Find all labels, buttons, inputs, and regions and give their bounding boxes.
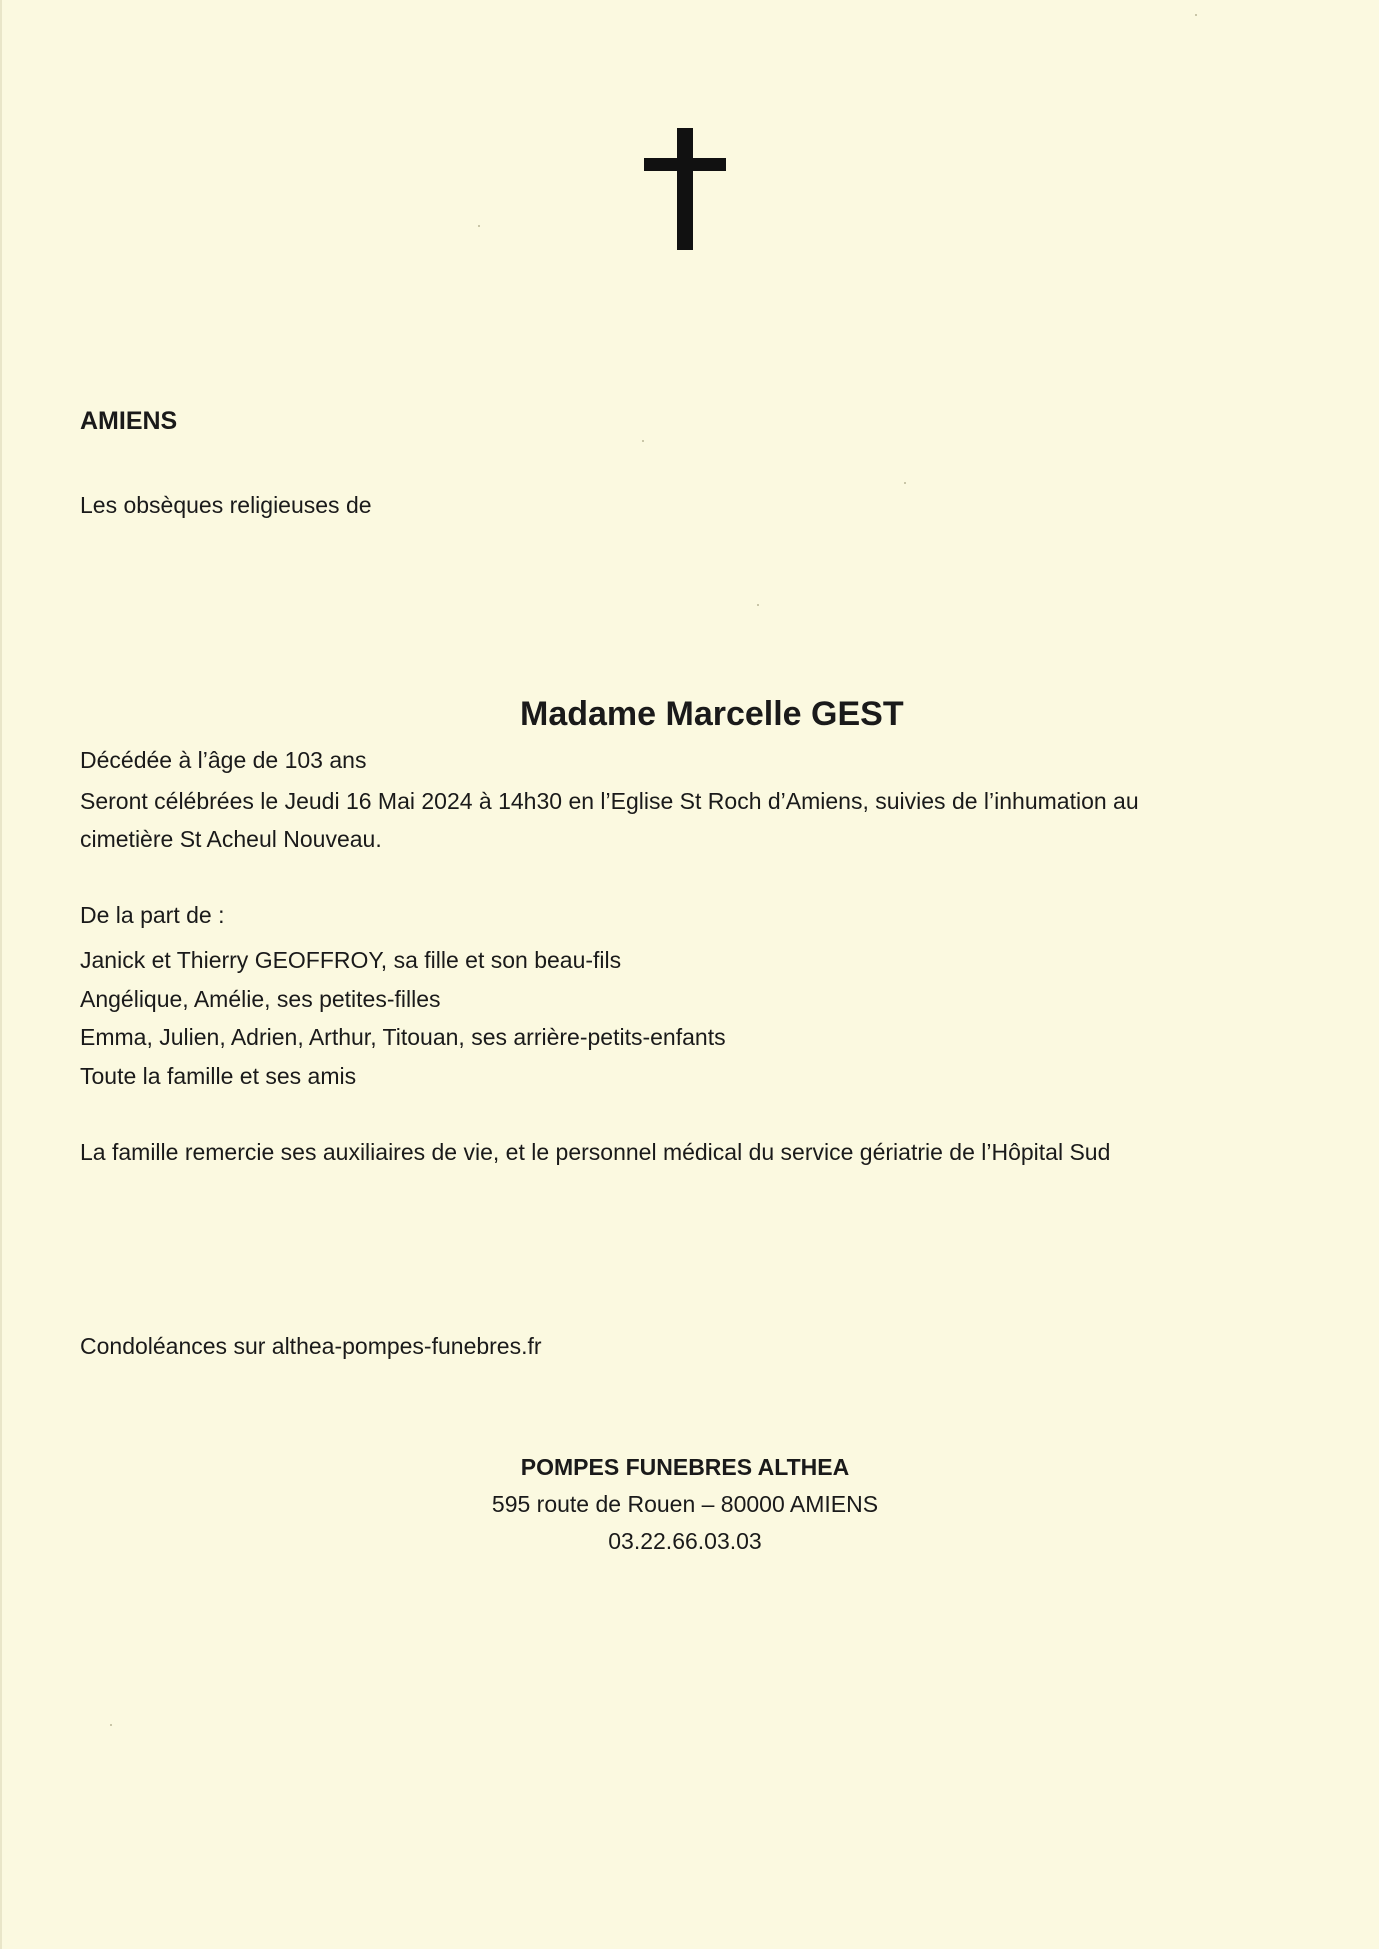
paper-speck — [904, 482, 906, 484]
latin-cross-icon — [644, 128, 726, 250]
service-details-line-2: cimetière St Acheul Nouveau. — [80, 826, 382, 852]
funeral-home-address: 595 route de Rouen – 80000 AMIENS — [491, 1491, 879, 1517]
service-details-line-1: Seront célébrées le Jeudi 16 Mai 2024 à 14h30 en l’Eglise St Roch d’Amiens, suivies de l’inhumation au — [80, 788, 1139, 814]
family-member-line: Angélique, Amélie, ses petites-filles — [80, 985, 441, 1012]
paper-speck — [757, 604, 759, 606]
thanks-text: La famille remercie ses auxiliaires de vie, et le personnel médical du service gériatrie de l’Hôpital Sud — [80, 1139, 1111, 1165]
family-member-line: Toute la famille et ses amis — [80, 1062, 357, 1089]
family-list — [80, 941, 726, 1095]
from-label: De la part de : — [80, 902, 225, 928]
funeral-home-block — [420, 1449, 950, 1560]
age-line: Décédée à l’âge de 103 ans — [80, 747, 367, 773]
family-member-line: Emma, Julien, Adrien, Arthur, Titouan, ses arrière-petits-enfants — [80, 1024, 726, 1050]
deceased-name: Madame Marcelle GEST — [520, 695, 904, 733]
paper-speck — [642, 440, 644, 442]
paper-speck — [110, 1724, 112, 1726]
paper-speck — [478, 225, 480, 227]
paper-speck — [1195, 14, 1197, 16]
funeral-home-phone: 03.22.66.03.03 — [608, 1528, 762, 1554]
city-heading: AMIENS — [80, 407, 178, 435]
condolences-text: Condoléances sur althea-pompes-funebres.fr — [80, 1333, 542, 1359]
intro-text: Les obsèques religieuses de — [80, 492, 372, 518]
funeral-home-name: POMPES FUNEBRES ALTHEA — [520, 1454, 850, 1480]
family-member-line: Janick et Thierry GEOFFROY, sa fille et son beau-fils — [80, 947, 622, 973]
